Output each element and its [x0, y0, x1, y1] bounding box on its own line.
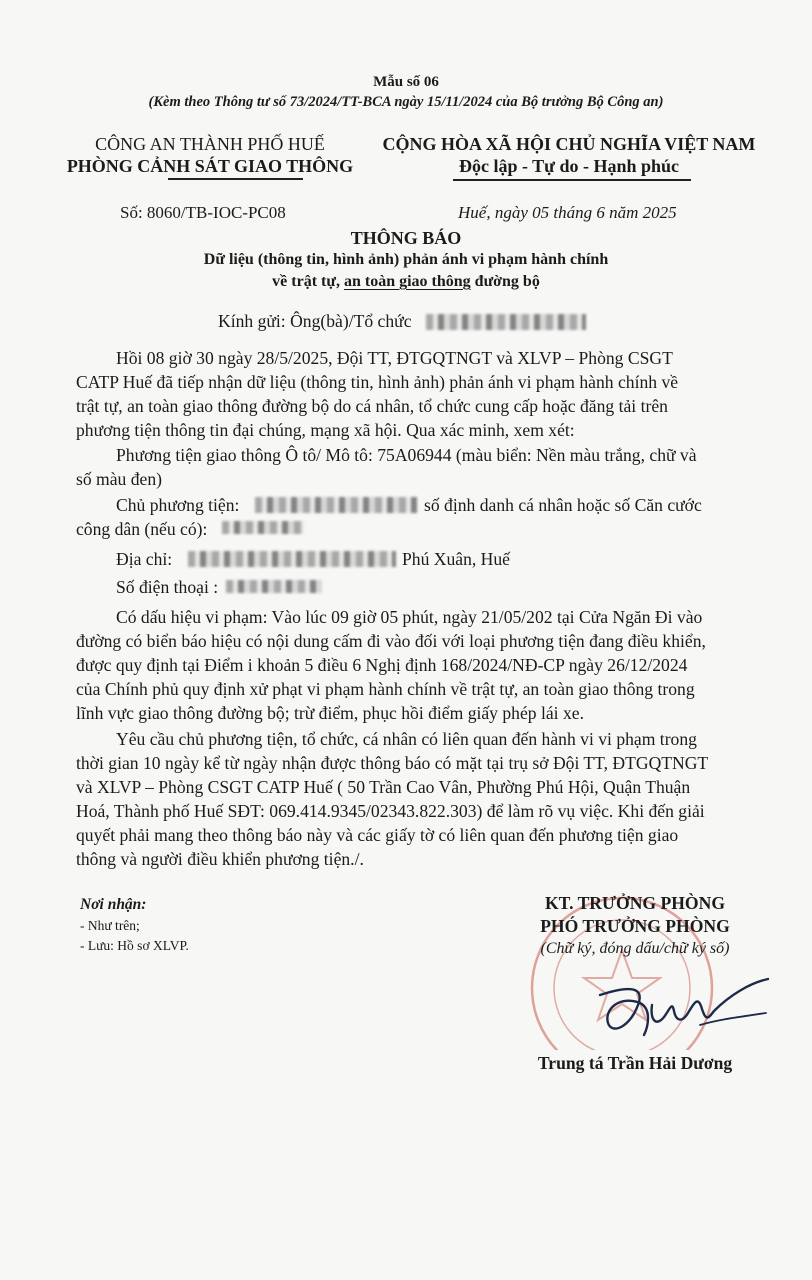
attach-note: (Kèm theo Thông tư số 73/2024/TT-BCA ngày 15/11/2024 của Bộ trưởng Bộ Công an): [148, 94, 664, 110]
agency-underline: [168, 178, 303, 180]
violation-line-5: lĩnh vực giao thông đường bộ; trừ điểm, phục hồi điểm giấy phép lái xe.: [76, 703, 584, 723]
doc-subtitle-1: Dữ liệu (thông tin, hình ảnh) phản ánh vi phạm hành chính: [203, 251, 609, 268]
doc-subtitle-2: [0, 273, 812, 291]
intro-line-2: CATP Huế đã tiếp nhận dữ liệu (thông tin, hình ảnh) phản ánh vi phạm hành chính về: [76, 372, 679, 392]
subtitle-part-a: về trật tự,: [272, 273, 344, 290]
place-date: Huế, ngày 05 tháng 6 năm 2025: [458, 203, 677, 222]
owner-label: Chủ phương tiện:: [116, 495, 240, 515]
nation-line2: Độc lập - Tự do - Hạnh phúc: [458, 156, 680, 176]
recipient-label: Kính gửi: Ông(bà)/Tổ chức: [218, 311, 412, 331]
violation-line-1: Có dấu hiệu vi phạm: Vào lúc 09 giờ 05 phút, ngày 21/05/202 tại Cửa Ngăn Đi vào: [116, 607, 703, 627]
subtitle-part-c: đường bộ: [470, 273, 540, 290]
address-label: Địa chỉ:: [116, 549, 173, 569]
address-suffix: Phú Xuân, Huế: [402, 549, 510, 569]
recipients-item-1: - Như trên;: [80, 918, 140, 933]
doc-number: Số: 8060/TB-IOC-PC08: [120, 203, 286, 222]
redacted-address: [188, 551, 396, 567]
nation-line1: CỘNG HÒA XÃ HỘI CHỦ NGHĨA VIỆT NAM: [382, 134, 756, 154]
request-line-4: Hoá, Thành phố Huế SĐT: 069.414.9345/02343.822.303) để làm rõ vụ việc. Khi đến giải: [76, 801, 705, 821]
intro-line-3: trật tự, an toàn giao thông đường bộ do cá nhân, tổ chức cung cấp hoặc đăng tải trên: [76, 396, 668, 416]
recipients-item-2: - Lưu: Hồ sơ XLVP.: [80, 938, 189, 953]
agency-line2: PHÒNG CẢNH SÁT GIAO THÔNG: [66, 156, 354, 176]
redacted-recipient: [426, 314, 586, 330]
sign-title-1: KT. TRƯỞNG PHÒNG: [544, 893, 726, 913]
owner-id-label: số định danh cá nhân hoặc số Căn cước: [424, 495, 702, 515]
handwritten-signature: [590, 965, 780, 1055]
intro-line-1: Hồi 08 giờ 30 ngày 28/5/2025, Đội TT, ĐTGQTNGT và XLVP – Phòng CSGT: [116, 348, 673, 368]
violation-line-3: được quy định tại Điểm i khoản 5 điều 6 Nghị định 168/2024/NĐ-CP ngày 26/12/2024: [76, 655, 688, 675]
agency-line1: CÔNG AN THÀNH PHỐ HUẾ: [95, 134, 325, 154]
violation-line-2: đường có biển báo hiệu có nội dung cấm đi vào đối với loại phương tiện đang điều khiển,: [76, 631, 706, 651]
subtitle-part-b: an toàn giao thông: [343, 273, 471, 290]
doc-title: THÔNG BÁO: [350, 228, 462, 248]
request-line-3: và XLVP – Phòng CSGT CATP Huế ( 50 Trần Cao Vân, Phường Phú Hội, Quận Thuận: [76, 777, 691, 797]
recipients-title: Nơi nhận:: [80, 896, 147, 913]
request-line-1: Yêu cầu chủ phương tiện, tổ chức, cá nhân có liên quan đến hành vi vi phạm trong: [116, 729, 697, 749]
request-line-5: quyết phải mang theo thông báo này và các giấy tờ có liên quan đến phương tiện giao: [76, 825, 679, 845]
vehicle-line-1: Phương tiện giao thông Ô tô/ Mô tô: 75A06944 (màu biển: Nền màu trắng, chữ và: [116, 445, 697, 465]
vehicle-line-2: số màu đen): [76, 469, 162, 489]
signer-name: Trung tá Trần Hải Dương: [537, 1053, 733, 1073]
nation-underline: [453, 179, 691, 181]
form-number: Mẫu số 06: [373, 74, 439, 90]
sign-title-2: PHÓ TRƯỞNG PHÒNG: [540, 916, 730, 936]
phone-label: Số điện thoại :: [116, 577, 219, 597]
redacted-id: [222, 521, 304, 534]
redacted-phone: [226, 580, 322, 593]
sign-note: (Chữ ký, đóng dấu/chữ ký số): [540, 940, 730, 957]
owner-id-label-2: công dân (nếu có):: [76, 519, 208, 539]
request-line-6: thông và người điều khiển phương tiện./.: [76, 849, 364, 869]
violation-line-4: của Chính phủ quy định xử phạt vi phạm hành chính về trật tự, an toàn giao thông trong: [76, 679, 695, 699]
redacted-owner: [255, 497, 417, 513]
intro-line-4: phương tiện thông tin đại chúng, mạng xã hội. Qua xác minh, xem xét:: [76, 420, 575, 440]
request-line-2: thời gian 10 ngày kể từ ngày nhận được thông báo có mặt tại trụ sở Đội TT, ĐTGQTNGT: [76, 753, 709, 773]
